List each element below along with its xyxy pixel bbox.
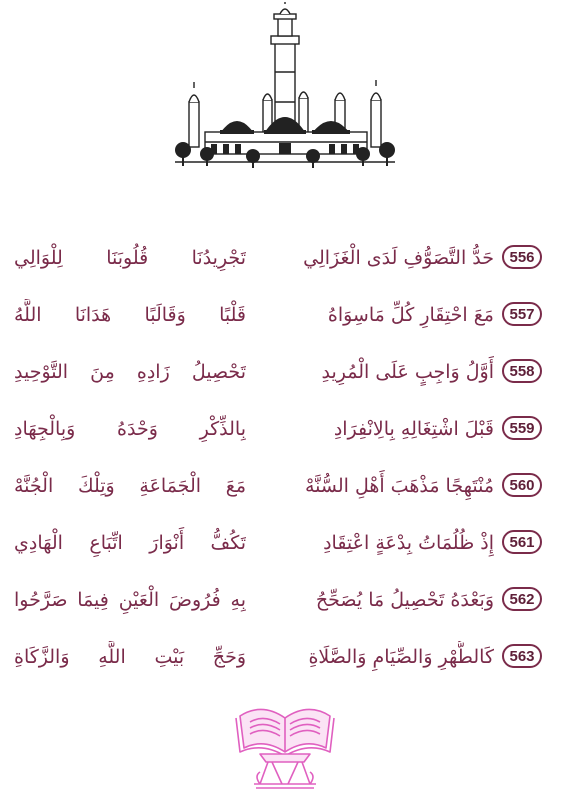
verse-number-badge: 559 <box>502 416 542 440</box>
verse-row <box>0 523 565 563</box>
verse-first-hemistich: كَالطُّهْرِ وَالصِّيَامِ وَالصَّلَاةِ <box>308 646 494 668</box>
mosque-icon <box>175 2 395 182</box>
verse-number-badge: 562 <box>502 587 542 611</box>
verse-number-badge: 560 <box>502 473 542 497</box>
verse-number-badge: 558 <box>502 359 542 383</box>
verse-first-hemistich: حَدُّ التَّصَوُّفِ لَدَى الْغَزَالِي <box>303 247 494 269</box>
quran-on-stand-icon <box>230 696 340 794</box>
verse-second-hemistich: تَكُفُّ أَنْوَارَ اتِّبَاعِ الْهَادِي <box>14 532 246 554</box>
verse-second-hemistich: قَلْبًا وَقَالَبًا هَدَانَا اللَّهُ <box>14 304 246 326</box>
verse-row <box>0 637 565 677</box>
verse-number-badge: 561 <box>502 530 542 554</box>
verse-first-hemistich: إِذْ ظُلُمَاتُ بِدْعَةٍ اعْتِقَادِ <box>323 532 494 554</box>
verse-second-hemistich: مَعَ الْجَمَاعَةِ وَتِلْكَ الْجُنَّهْ <box>14 475 246 497</box>
verse-first-hemistich: أَوَّلُ وَاجِبٍ عَلَى الْمُرِيدِ <box>321 361 494 383</box>
verse-first-hemistich: مَعَ احْتِقَارِ كُلِّ مَاسِوَاهُ <box>327 304 494 326</box>
verse-row <box>0 580 565 620</box>
verse-number-badge: 563 <box>502 644 542 668</box>
verse-row <box>0 466 565 506</box>
verse-first-hemistich: مُنْتَهِجًا مَذْهَبَ أَهْلِ السُّنَّهْ <box>304 475 494 497</box>
verse-second-hemistich: وَحَجِّ بَيْتِ اللَّهِ وَالزَّكَاةِ <box>14 646 246 668</box>
verse-second-hemistich: بِهِ فُرُوضَ الْعَيْنِ فِيمَا صَرَّحُوا <box>14 589 246 611</box>
verse-second-hemistich: تَجْرِيدُنَا قُلُوبَنَا لِلْوَالِي <box>14 247 246 269</box>
verse-row <box>0 295 565 335</box>
verse-second-hemistich: بِالذِّكْرِ وَحْدَهُ وَبِالْجِهَادِ <box>14 418 246 440</box>
verse-number-badge: 557 <box>502 302 542 326</box>
verse-row <box>0 238 565 278</box>
verse-number-badge: 556 <box>502 245 542 269</box>
verse-first-hemistich: قَبْلَ اشْتِغَالِهِ بِالِانْفِرَادِ <box>333 418 494 440</box>
verse-first-hemistich: وَبَعْدَهُ تَحْصِيلُ مَا يُصَحِّحُ <box>315 589 494 611</box>
verse-second-hemistich: تَحْصِيلُ زَادِهِ مِنَ التَّوْحِيدِ <box>14 361 246 383</box>
verse-row <box>0 352 565 392</box>
verse-row <box>0 409 565 449</box>
